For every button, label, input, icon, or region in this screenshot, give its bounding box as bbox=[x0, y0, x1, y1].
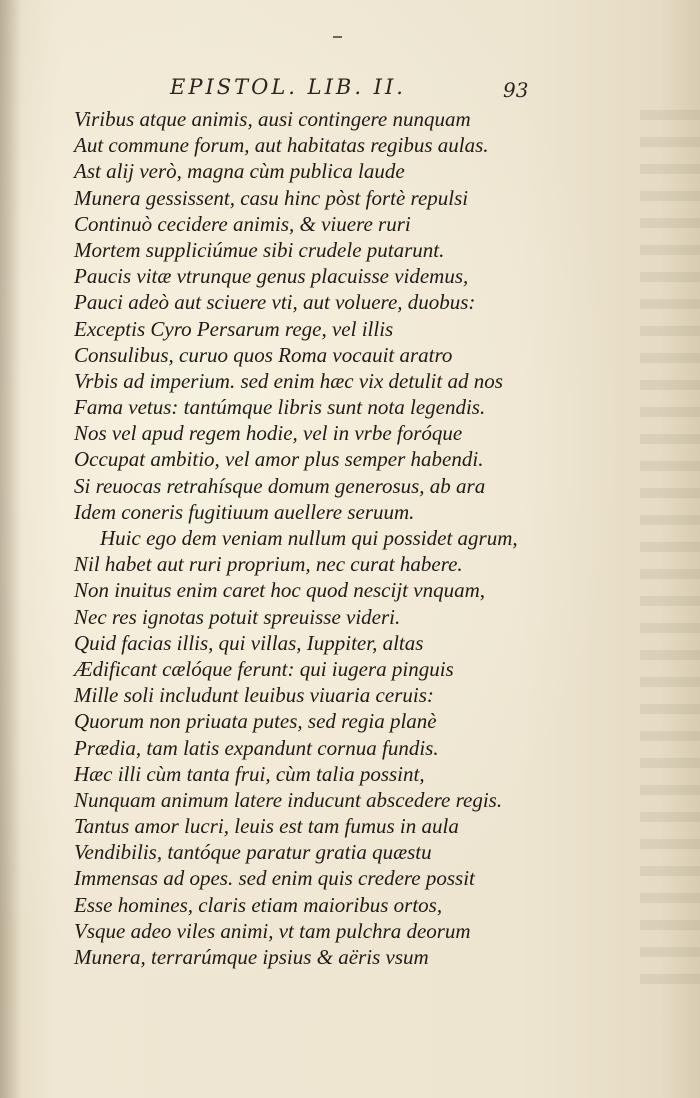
running-head: EPISTOL. LIB. II. bbox=[170, 75, 406, 99]
verse-line: Aut commune forum, aut habitatas regibus aulas. bbox=[74, 133, 489, 158]
verse-line: Vendibilis, tantóque paratur gratia quæstu bbox=[74, 840, 432, 865]
verse-line: Nunquam animum latere inducunt abscedere regis. bbox=[74, 787, 503, 812]
verse-line: Non inuitus enim caret hoc quod nescijt vnquam, bbox=[74, 578, 485, 603]
verse-text bbox=[74, 106, 518, 970]
verse-line: Nil habet aut ruri proprium, nec curat habere. bbox=[74, 552, 463, 577]
verse-line: Viribus atque animis, ausi contingere nunquam bbox=[74, 107, 471, 131]
verse-line: Idem coneris fugitiuum auellere seruum. bbox=[74, 499, 415, 524]
verse-line: Mortem suppliciúmue sibi crudele putarunt. bbox=[74, 237, 445, 262]
top-mark bbox=[333, 36, 342, 38]
page-number: 93 bbox=[503, 78, 529, 102]
binding-shadow bbox=[0, 0, 22, 1098]
verse-line: Fama vetus: tantúmque libris sunt nota legendis. bbox=[74, 395, 486, 420]
verse-line: Immensas ad opes. sed enim quis credere possit bbox=[74, 866, 475, 891]
verse-line: Si reuocas retrahísque domum generosus, ab ara bbox=[74, 473, 486, 498]
verse-line: Nos vel apud regem hodie, vel in vrbe foróque bbox=[74, 421, 463, 446]
verse-line: Esse homines, claris etiam maioribus ortos, bbox=[74, 892, 443, 917]
verse-line: Hæc illi cùm tanta frui, cùm talia possint, bbox=[74, 761, 425, 786]
show-through-text bbox=[640, 110, 700, 990]
verse-line: Nec res ignotas potuit spreuisse videri. bbox=[74, 604, 401, 629]
verse-line: Quid facias illis, qui villas, Iuppiter, altas bbox=[74, 630, 424, 655]
verse-line: Mille soli includunt leuibus viuaria ceruis: bbox=[74, 683, 434, 708]
verse-line: Exceptis Cyro Persarum rege, vel illis bbox=[74, 316, 394, 341]
verse-line: Munera, terrarúmque ipsius & aëris vsum bbox=[74, 945, 429, 969]
verse-line: Tantus amor lucri, leuis est tam fumus in aula bbox=[74, 814, 459, 839]
verse-line: Paucis vitæ vtrunque genus placuisse videmus, bbox=[74, 264, 469, 289]
verse-line: Occupat ambitio, vel amor plus semper habendi. bbox=[74, 447, 484, 472]
verse-line: Ædificant cælóque ferunt: qui iugera pinguis bbox=[74, 656, 454, 681]
verse-line: Quorum non priuata putes, sed regia planè bbox=[74, 709, 437, 734]
verse-line: Pauci adeò aut sciuere vti, aut voluere, duobus: bbox=[74, 290, 476, 315]
verse-line: Ast alij verò, magna cùm publica laude bbox=[74, 159, 405, 184]
verse-line: Continuò cecidere animis, & viuere ruri bbox=[74, 211, 411, 236]
verse-line: Prædia, tam latis expandunt cornua fundis. bbox=[74, 735, 439, 760]
verse-line-indented: Huic ego dem veniam nullum qui possidet agrum, bbox=[100, 526, 518, 550]
verse-line: Consulibus, curuo quos Roma vocauit aratro bbox=[74, 342, 453, 367]
verse-line: Vsque adeo viles animi, vt tam pulchra deorum bbox=[74, 918, 471, 943]
verse-line: Vrbis ad imperium. sed enim hæc vix detulit ad nos bbox=[74, 368, 503, 393]
verse-line: Munera gessissent, casu hinc pòst fortè repulsi bbox=[74, 185, 469, 210]
